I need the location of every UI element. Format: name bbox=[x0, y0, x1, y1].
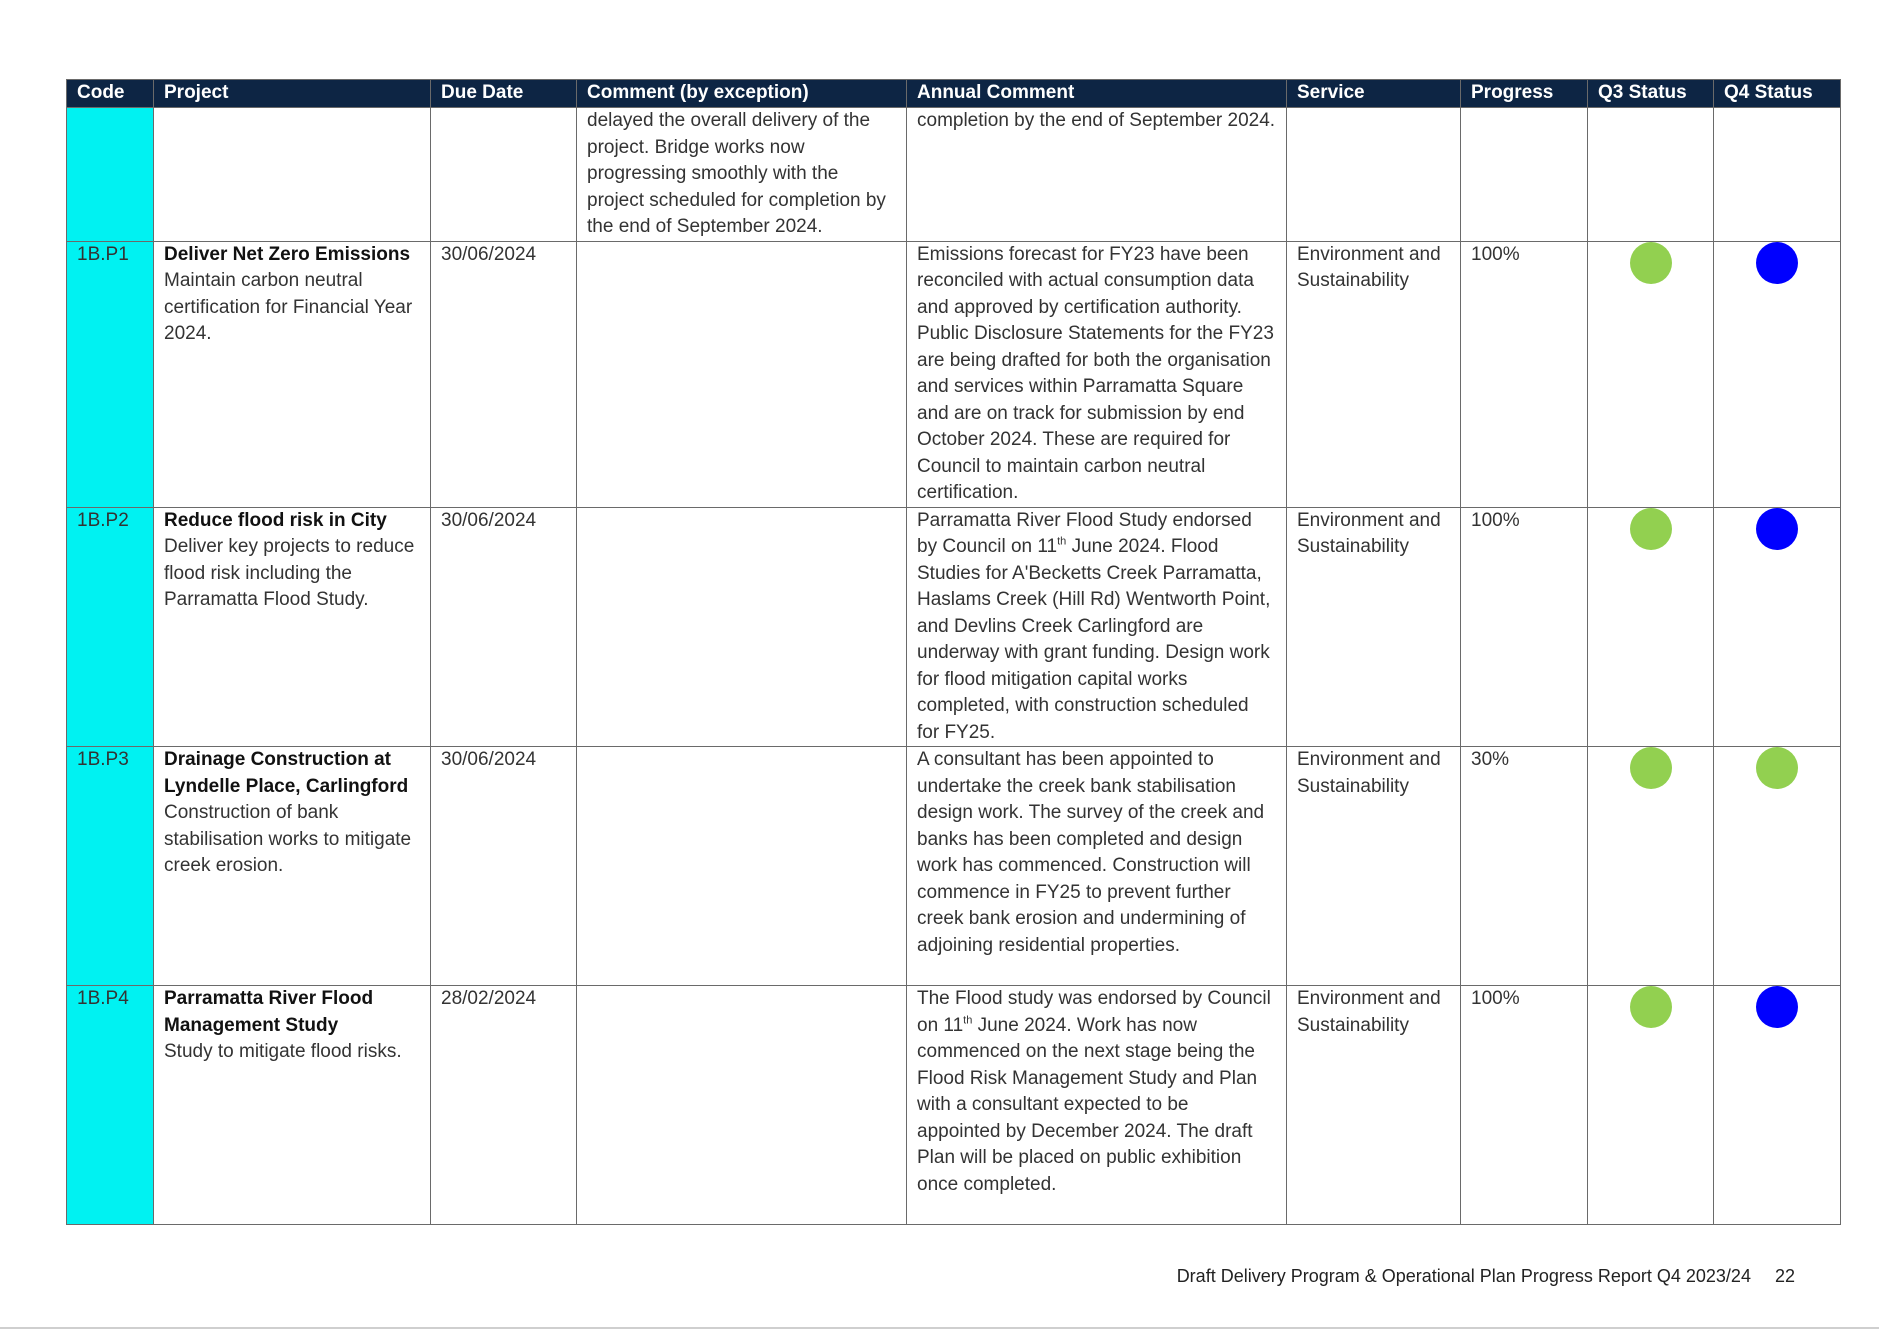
comment-cell bbox=[577, 747, 907, 986]
service-cell: Environment and Sustainability bbox=[1287, 507, 1461, 747]
q3-status-cell bbox=[1588, 986, 1714, 1225]
project-description: Construction of bank stabilisation works to mitigate creek erosion. bbox=[164, 802, 412, 876]
project-title: Drainage Construction at Lyndelle Place, Carlingford bbox=[164, 749, 409, 797]
header-comment: Comment (by exception) bbox=[577, 80, 907, 108]
code-cell: 1B.P1 bbox=[67, 241, 154, 507]
progress-table bbox=[66, 79, 1841, 1225]
header-progress: Progress bbox=[1461, 80, 1588, 108]
q3-status-cell bbox=[1588, 507, 1714, 747]
project-title: Parramatta River Flood Management Study bbox=[164, 988, 374, 1036]
due-date-cell: 28/02/2024 bbox=[431, 986, 577, 1225]
comment-cell: delayed the overall delivery of the project. Bridge works now progressing smoothly with the project scheduled for completion by the end of September 2024. bbox=[577, 108, 907, 242]
header-project: Project bbox=[154, 80, 431, 108]
header-q4-status: Q4 Status bbox=[1714, 80, 1841, 108]
ordinal-suffix: th bbox=[1057, 535, 1067, 548]
q4-status-cell bbox=[1714, 108, 1841, 242]
code-cell bbox=[67, 108, 154, 242]
q4-status-dot bbox=[1756, 242, 1798, 284]
annual-comment-cell bbox=[907, 507, 1287, 747]
q4-status-cell bbox=[1714, 241, 1841, 507]
project-title: Deliver Net Zero Emissions bbox=[164, 243, 411, 265]
page-number: 22 bbox=[1774, 1266, 1795, 1286]
header-code: Code bbox=[67, 80, 154, 108]
table-row bbox=[67, 747, 1841, 986]
page-footer bbox=[1177, 1266, 1795, 1287]
q3-status-cell bbox=[1588, 108, 1714, 242]
comment-cell bbox=[577, 507, 907, 747]
annual-comment-cell: Emissions forecast for FY23 have been reconciled with actual consumption data and approved by certification authority. Public Disclosure Statements for the FY23 are being drafted for both the organisation and services within Parramatta Square and are on track for submission by end October 2024. These are required for Council to maintain carbon neutral certification. bbox=[907, 241, 1287, 507]
due-date-cell: 30/06/2024 bbox=[431, 747, 577, 986]
ordinal-suffix: th bbox=[963, 1014, 973, 1027]
service-cell: Environment and Sustainability bbox=[1287, 241, 1461, 507]
annual-comment-cell bbox=[907, 986, 1287, 1225]
progress-cell: 100% bbox=[1461, 986, 1588, 1225]
code-cell: 1B.P3 bbox=[67, 747, 154, 986]
due-date-cell: 30/06/2024 bbox=[431, 507, 577, 747]
annual-comment-cell: A consultant has been appointed to undertake the creek bank stabilisation design work. The survey of the creek and banks has been completed and design work has commenced. Construction will commence in FY25 to prevent further creek bank erosion and undermining of adjoining residential properties. bbox=[907, 747, 1287, 986]
annual-comment-text: June 2024. Flood Studies for A'Becketts Creek Parramatta, Haslams Creek (Hill Rd) Wentworth Point, and Devlins Creek Carlingford are underway with grant funding. Design work for flood mitigation capital works completed, with construction scheduled for FY25. bbox=[917, 536, 1271, 743]
service-cell: Environment and Sustainability bbox=[1287, 747, 1461, 986]
due-date-cell: 30/06/2024 bbox=[431, 241, 577, 507]
q3-status-dot bbox=[1630, 747, 1672, 789]
table-row bbox=[67, 241, 1841, 507]
q3-status-cell bbox=[1588, 747, 1714, 986]
header-q3-status: Q3 Status bbox=[1588, 80, 1714, 108]
q4-status-dot bbox=[1756, 986, 1798, 1028]
header-due-date: Due Date bbox=[431, 80, 577, 108]
header-annual-comment: Annual Comment bbox=[907, 80, 1287, 108]
annual-comment-cell: completion by the end of September 2024. bbox=[907, 108, 1287, 242]
project-description: Maintain carbon neutral certification for Financial Year 2024. bbox=[164, 270, 413, 344]
q4-status-dot bbox=[1756, 508, 1798, 550]
table-row-continued bbox=[67, 108, 1841, 242]
q3-status-dot bbox=[1630, 508, 1672, 550]
q4-status-cell bbox=[1714, 507, 1841, 747]
service-cell: Environment and Sustainability bbox=[1287, 986, 1461, 1225]
project-description: Deliver key projects to reduce flood risk including the Parramatta Flood Study. bbox=[164, 536, 415, 610]
annual-comment-text: The Flood study was endorsed by Council on 11 bbox=[917, 988, 1271, 1036]
table-row bbox=[67, 507, 1841, 747]
code-cell: 1B.P4 bbox=[67, 986, 154, 1225]
progress-cell: 100% bbox=[1461, 241, 1588, 507]
q4-status-dot bbox=[1756, 747, 1798, 789]
q3-status-dot bbox=[1630, 242, 1672, 284]
comment-cell bbox=[577, 986, 907, 1225]
annual-comment-text: Parramatta River Flood Study endorsed by Council on 11 bbox=[917, 509, 1252, 557]
project-cell bbox=[154, 507, 431, 747]
footer-title: Draft Delivery Program & Operational Plan Progress Report Q4 2023/24 bbox=[1176, 1266, 1751, 1286]
progress-cell bbox=[1461, 108, 1588, 242]
progress-cell: 30% bbox=[1461, 747, 1588, 986]
header-service: Service bbox=[1287, 80, 1461, 108]
project-title: Reduce flood risk in City bbox=[164, 509, 387, 531]
service-cell bbox=[1287, 108, 1461, 242]
progress-cell: 100% bbox=[1461, 507, 1588, 747]
table-row bbox=[67, 986, 1841, 1225]
project-cell bbox=[154, 747, 431, 986]
due-date-cell bbox=[431, 108, 577, 242]
project-cell bbox=[154, 986, 431, 1225]
project-description: Study to mitigate flood risks. bbox=[164, 1041, 402, 1062]
q3-status-cell bbox=[1588, 241, 1714, 507]
header-row bbox=[67, 80, 1841, 108]
q3-status-dot bbox=[1630, 986, 1672, 1028]
code-cell: 1B.P2 bbox=[67, 507, 154, 747]
comment-cell bbox=[577, 241, 907, 507]
q4-status-cell bbox=[1714, 747, 1841, 986]
q4-status-cell bbox=[1714, 986, 1841, 1225]
project-cell bbox=[154, 108, 431, 242]
project-cell bbox=[154, 241, 431, 507]
annual-comment-text: June 2024. Work has now commenced on the next stage being the Flood Risk Management Study and Plan with a consultant expected to be appointed by December 2024. The draft Plan will be placed on public exhibition once completed. bbox=[917, 1014, 1258, 1195]
